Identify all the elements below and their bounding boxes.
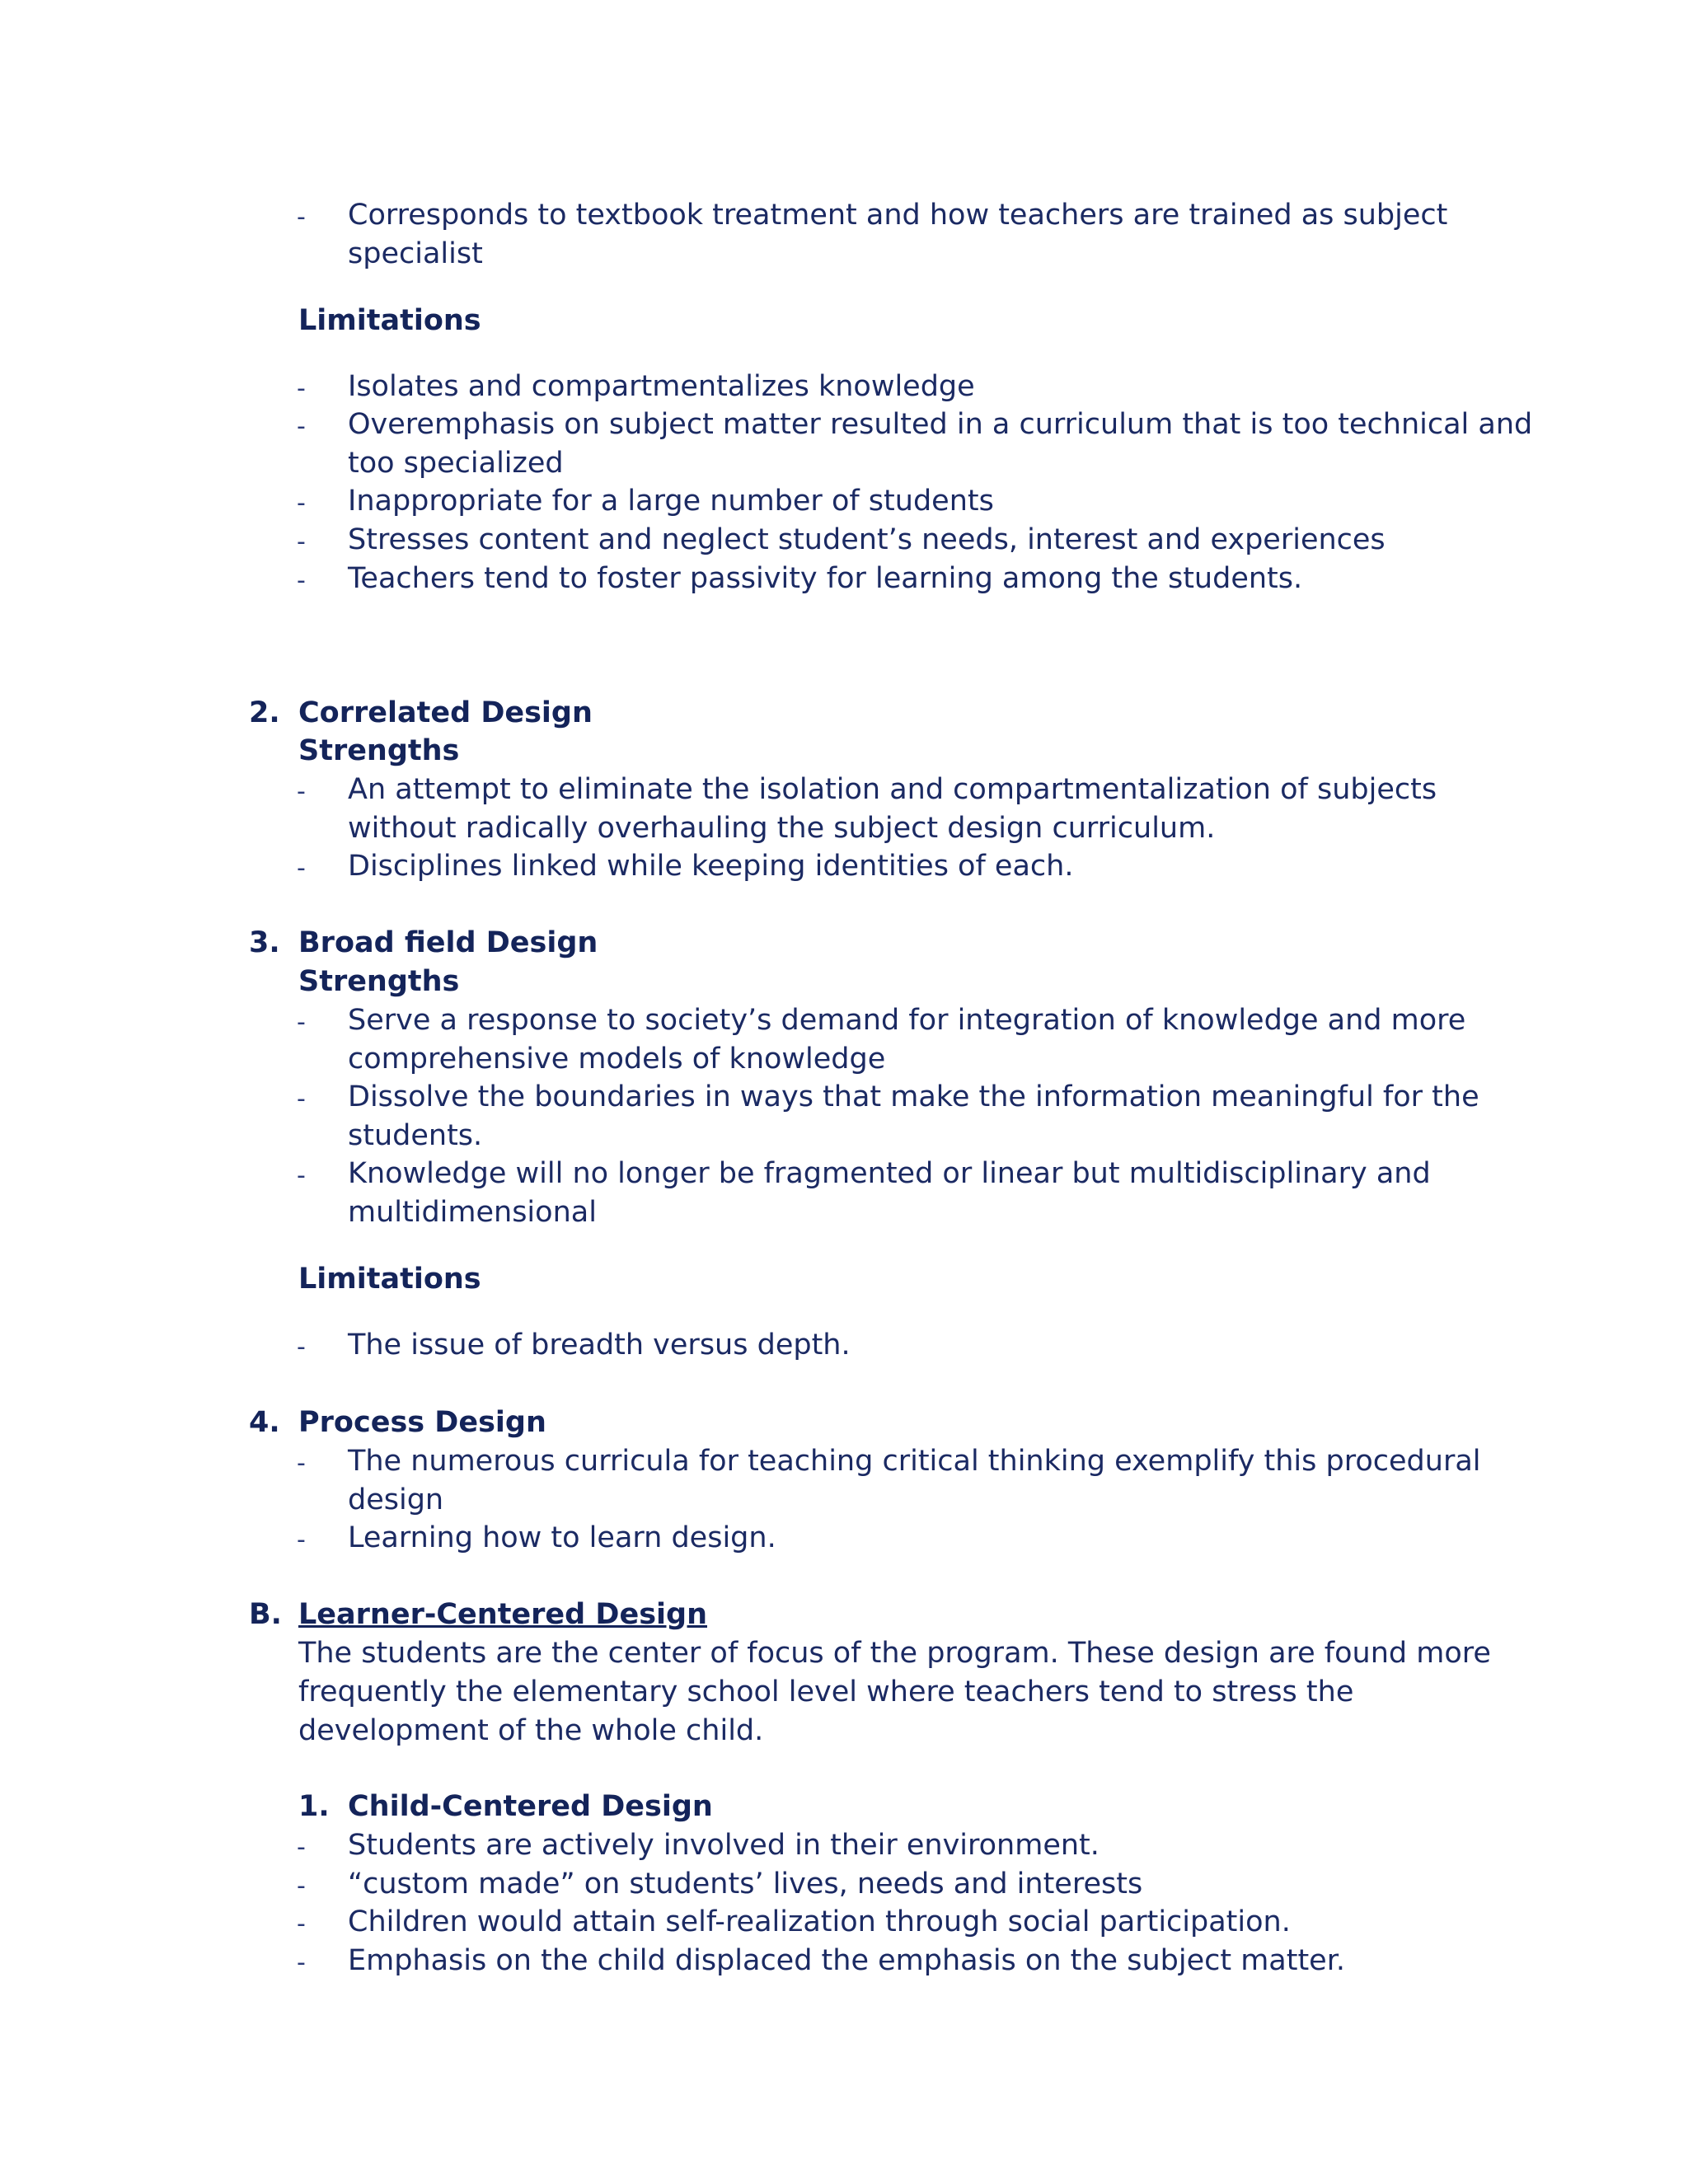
paragraph-line: The students are the center of focus of the program. These design are found more [298,1637,1491,1670]
section-title: Correlated Design [298,696,593,729]
bullet-dash: - [297,1161,306,1190]
bullet-text: Students are actively involved in their environment. [348,1829,1100,1862]
bullet-text: Stresses content and neglect student’s needs, interest and experiences [348,523,1386,556]
bullet-dash: - [297,1008,306,1037]
bullet-text: design [348,1483,444,1516]
bullet-dash: - [297,566,306,595]
bullet-dash: - [297,412,306,441]
bullet-dash: - [297,1526,306,1554]
bullet-text: An attempt to eliminate the isolation and compartmentalization of subjects [348,773,1437,806]
bullet-dash: - [297,1948,306,1977]
bullet-text: Learning how to learn design. [348,1521,776,1554]
bullet-text: Corresponds to textbook treatment and how teachers are trained as subject [348,199,1448,232]
bullet-dash: - [297,1910,306,1938]
section-heading: Limitations [298,1263,481,1296]
bullet-text: Teachers tend to foster passivity for learning among the students. [348,562,1303,595]
section-letter: B. [249,1598,282,1631]
bullet-text: Overemphasis on subject matter resulted in a curriculum that is too technical and [348,408,1533,441]
bullet-text: “custom made” on students’ lives, needs and interests [348,1868,1143,1900]
bullet-text: Children would attain self-realization through social participation. [348,1905,1291,1938]
bullet-text: The issue of breadth versus depth. [348,1329,851,1361]
section-title: Process Design [298,1406,546,1439]
bullet-dash: - [297,1333,306,1361]
bullet-text: Emphasis on the child displaced the emphasis on the subject matter. [348,1944,1346,1977]
bullet-text: too specialized [348,447,564,480]
section-title: Learner-Centered Design [298,1598,707,1631]
bullet-dash: - [297,1449,306,1478]
bullet-text: comprehensive models of knowledge [348,1043,886,1076]
bullet-text: Disciplines linked while keeping identities of each. [348,850,1074,883]
bullet-text: The numerous curricula for teaching critical thinking exemplify this procedural [348,1445,1481,1478]
bullet-text: specialist [348,237,483,270]
bullet-text: Inappropriate for a large number of students [348,485,994,518]
subsection-heading: Strengths [298,965,460,998]
bullet-text: Isolates and compartmentalizes knowledge [348,370,975,403]
section-number: 2. [249,696,280,729]
bullet-text: multidimensional [348,1196,597,1229]
paragraph-line: frequently the elementary school level where teachers tend to stress the [298,1675,1354,1708]
bullet-text: Knowledge will no longer be fragmented or linear but multidisciplinary and [348,1157,1431,1190]
paragraph-line: development of the whole child. [298,1714,764,1747]
section-number: 4. [249,1406,280,1439]
subsection-heading: Strengths [298,734,460,767]
section-heading: Limitations [298,304,481,337]
bullet-dash: - [297,489,306,518]
bullet-dash: - [297,1872,306,1900]
bullet-dash: - [297,854,306,883]
section-number: 1. [298,1790,330,1823]
section-title: Broad field Design [298,926,598,959]
bullet-dash: - [297,374,306,403]
bullet-text: Dissolve the boundaries in ways that make the information meaningful for the [348,1080,1479,1113]
bullet-dash: - [297,1833,306,1862]
section-title: Child-Centered Design [348,1790,713,1823]
bullet-text: Serve a response to society’s demand for integration of knowledge and more [348,1004,1466,1037]
bullet-dash: - [297,203,306,232]
section-number: 3. [249,926,280,959]
bullet-dash: - [297,777,306,806]
bullet-text: students. [348,1119,483,1152]
bullet-dash: - [297,1085,306,1113]
bullet-dash: - [297,527,306,556]
bullet-text: without radically overhauling the subject design curriculum. [348,812,1216,845]
